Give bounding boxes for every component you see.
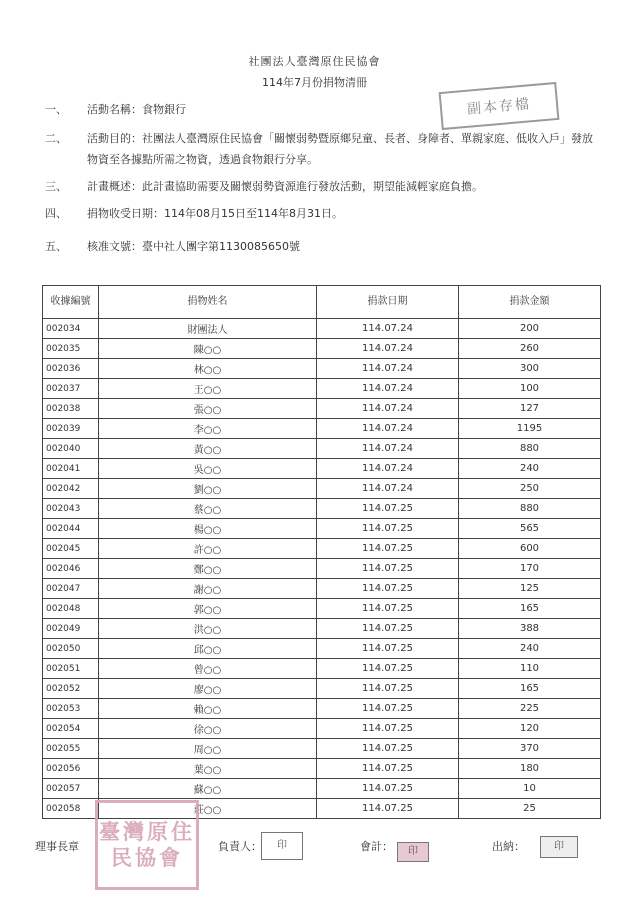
item-receipt-period: [45, 203, 343, 224]
table-row: [43, 559, 601, 579]
donor-name-cell: 謝○○: [99, 579, 317, 599]
donation-amount-cell: 240: [459, 639, 601, 659]
table-row: [43, 539, 601, 559]
receipt-no-cell: 002034: [43, 319, 99, 339]
table-row: [43, 599, 601, 619]
table-row: [43, 619, 601, 639]
donation-date-cell: 114.07.24: [317, 419, 459, 439]
donor-name-cell: 劉○○: [99, 479, 317, 499]
receipt-no-cell: 002058: [43, 799, 99, 819]
donation-amount-cell: 565: [459, 519, 601, 539]
donation-date-cell: 114.07.25: [317, 659, 459, 679]
donation-amount-cell: 127: [459, 399, 601, 419]
table-row: [43, 639, 601, 659]
donation-date-cell: 114.07.24: [317, 379, 459, 399]
org-title: 社團法人臺灣原住民協會: [248, 55, 381, 68]
donation-date-cell: 114.07.24: [317, 459, 459, 479]
responsible-signature: 印: [261, 832, 303, 860]
donation-date-cell: 114.07.24: [317, 359, 459, 379]
donor-name-cell: 張○○: [99, 399, 317, 419]
header-donation-date: 捐款日期: [317, 286, 459, 319]
donation-date-cell: 114.07.25: [317, 699, 459, 719]
donor-name-cell: 吳○○: [99, 459, 317, 479]
receipt-no-cell: 002039: [43, 419, 99, 439]
donation-date-cell: 114.07.25: [317, 519, 459, 539]
donation-amount-cell: 120: [459, 719, 601, 739]
table-body: [43, 319, 601, 819]
donor-name-cell: 楊○○: [99, 519, 317, 539]
cashier-signature: 印: [540, 836, 578, 858]
item-activity-purpose: [45, 128, 605, 170]
donor-name-cell: 蔡○○: [99, 499, 317, 519]
item-text: 核准文號：臺中社人團字第1130085650號: [87, 240, 300, 253]
receipt-no-cell: 002038: [43, 399, 99, 419]
receipt-no-cell: 002041: [43, 459, 99, 479]
receipt-no-cell: 002051: [43, 659, 99, 679]
table-row: [43, 499, 601, 519]
chairman-seal-label: 理事長章: [35, 840, 79, 853]
receipt-no-cell: 002040: [43, 439, 99, 459]
donation-amount-cell: 100: [459, 379, 601, 399]
header-donation-amount: 捐款金額: [459, 286, 601, 319]
donation-amount-cell: 10: [459, 779, 601, 799]
donation-amount-cell: 600: [459, 539, 601, 559]
receipt-no-cell: 002048: [43, 599, 99, 619]
donation-date-cell: 114.07.25: [317, 579, 459, 599]
table-row: [43, 459, 601, 479]
receipt-no-cell: 002043: [43, 499, 99, 519]
item-approval-number: [45, 236, 300, 257]
receipt-no-cell: 002055: [43, 739, 99, 759]
receipt-no-cell: 002035: [43, 339, 99, 359]
item-text: 活動目的：社團法人臺灣原住民協會「關懷弱勢暨原鄉兒童、長者、身障者、單親家庭、低收入戶」發放物資至各據點所需之物資，透過食物銀行分享。: [87, 132, 593, 166]
item-number: 二、: [45, 132, 67, 145]
receipt-no-cell: 002050: [43, 639, 99, 659]
receipt-no-cell: 002053: [43, 699, 99, 719]
donation-date-cell: 114.07.24: [317, 399, 459, 419]
donor-name-cell: 蘇○○: [99, 779, 317, 799]
donor-name-cell: 黃○○: [99, 439, 317, 459]
item-number: 一、: [45, 103, 67, 116]
table-row: [43, 319, 601, 339]
receipt-no-cell: 002046: [43, 559, 99, 579]
donor-name-cell: 陳○○: [99, 339, 317, 359]
receipt-no-cell: 002049: [43, 619, 99, 639]
donation-date-cell: 114.07.25: [317, 619, 459, 639]
table-row: [43, 399, 601, 419]
donation-amount-cell: 200: [459, 319, 601, 339]
donor-name-cell: 賴○○: [99, 699, 317, 719]
donation-date-cell: 114.07.25: [317, 739, 459, 759]
item-text: 計畫概述：此計畫協助需要及關懷弱勢資源進行發放活動，期望能減輕家庭負擔。: [87, 180, 483, 193]
donor-name-cell: 莊○○: [99, 799, 317, 819]
table-row: [43, 759, 601, 779]
donor-name-cell: 邱○○: [99, 639, 317, 659]
donation-date-cell: 114.07.25: [317, 759, 459, 779]
item-text: 活動名稱：食物銀行: [87, 103, 186, 116]
table-row: [43, 679, 601, 699]
table-row: [43, 719, 601, 739]
donation-date-cell: 114.07.25: [317, 499, 459, 519]
table-row: [43, 439, 601, 459]
receipt-no-cell: 002057: [43, 779, 99, 799]
table-row: [43, 699, 601, 719]
donation-amount-cell: 225: [459, 699, 601, 719]
donor-name-cell: 李○○: [99, 419, 317, 439]
receipt-no-cell: 002054: [43, 719, 99, 739]
donor-name-cell: 鄭○○: [99, 559, 317, 579]
donor-name-cell: 洪○○: [99, 619, 317, 639]
donation-date-cell: 114.07.25: [317, 539, 459, 559]
receipt-no-cell: 002037: [43, 379, 99, 399]
donor-name-cell: 曾○○: [99, 659, 317, 679]
donation-amount-cell: 125: [459, 579, 601, 599]
donation-amount-cell: 260: [459, 339, 601, 359]
donor-name-cell: 林○○: [99, 359, 317, 379]
donor-name-cell: 郭○○: [99, 599, 317, 619]
responsible-label: 負責人：: [218, 840, 262, 853]
donation-date-cell: 114.07.24: [317, 319, 459, 339]
donation-amount-cell: 180: [459, 759, 601, 779]
donor-name-cell: 周○○: [99, 739, 317, 759]
table-row: [43, 479, 601, 499]
table-row: [43, 779, 601, 799]
copy-archive-stamp: 副本存檔: [439, 82, 560, 130]
donation-date-cell: 114.07.25: [317, 799, 459, 819]
donation-amount-cell: 165: [459, 599, 601, 619]
receipt-no-cell: 002042: [43, 479, 99, 499]
item-number: 三、: [45, 180, 67, 193]
donation-amount-cell: 370: [459, 739, 601, 759]
donation-date-cell: 114.07.25: [317, 719, 459, 739]
table-row: [43, 339, 601, 359]
donation-amount-cell: 250: [459, 479, 601, 499]
table-header-row: [43, 286, 601, 319]
donation-date-cell: 114.07.24: [317, 439, 459, 459]
donation-amount-cell: 110: [459, 659, 601, 679]
document-title: 114年7月份捐物清冊: [262, 76, 367, 89]
donation-amount-cell: 880: [459, 439, 601, 459]
donation-amount-cell: 25: [459, 799, 601, 819]
donation-amount-cell: 165: [459, 679, 601, 699]
accountant-signature: 印: [397, 842, 429, 862]
item-number: 四、: [45, 207, 67, 220]
donation-date-cell: 114.07.25: [317, 639, 459, 659]
donation-amount-cell: 240: [459, 459, 601, 479]
donation-date-cell: 114.07.25: [317, 559, 459, 579]
donor-name-cell: 徐○○: [99, 719, 317, 739]
table-row: [43, 359, 601, 379]
item-number: 五、: [45, 240, 67, 253]
donor-name-cell: 葉○○: [99, 759, 317, 779]
receipt-no-cell: 002044: [43, 519, 99, 539]
receipt-no-cell: 002047: [43, 579, 99, 599]
receipt-no-cell: 002045: [43, 539, 99, 559]
association-seal: 臺灣原住民協會: [95, 800, 199, 890]
donation-date-cell: 114.07.24: [317, 479, 459, 499]
table-row: [43, 519, 601, 539]
item-activity-name: [45, 99, 186, 120]
donation-date-cell: 114.07.25: [317, 599, 459, 619]
receipt-no-cell: 002036: [43, 359, 99, 379]
donor-name-cell: 王○○: [99, 379, 317, 399]
donation-table: [42, 285, 601, 819]
donor-name-cell: 許○○: [99, 539, 317, 559]
cashier-label: 出納：: [492, 840, 525, 853]
donation-amount-cell: 1195: [459, 419, 601, 439]
table-row: [43, 659, 601, 679]
table-row: [43, 419, 601, 439]
donation-amount-cell: 300: [459, 359, 601, 379]
table-row: [43, 739, 601, 759]
donation-date-cell: 114.07.25: [317, 679, 459, 699]
donor-name-cell: 財團法人: [99, 319, 317, 339]
receipt-no-cell: 002056: [43, 759, 99, 779]
donation-amount-cell: 170: [459, 559, 601, 579]
table-row: [43, 379, 601, 399]
donation-date-cell: 114.07.25: [317, 779, 459, 799]
table-row: [43, 579, 601, 599]
header-donor-name: 捐物姓名: [99, 286, 317, 319]
item-text: 捐物收受日期：114年08月15日至114年8月31日。: [87, 207, 343, 220]
donor-name-cell: 廖○○: [99, 679, 317, 699]
donation-amount-cell: 388: [459, 619, 601, 639]
header-receipt-no: 收據編號: [43, 286, 99, 319]
donation-amount-cell: 880: [459, 499, 601, 519]
donation-date-cell: 114.07.24: [317, 339, 459, 359]
item-plan-overview: [45, 176, 483, 197]
accountant-label: 會計：: [360, 840, 393, 853]
receipt-no-cell: 002052: [43, 679, 99, 699]
